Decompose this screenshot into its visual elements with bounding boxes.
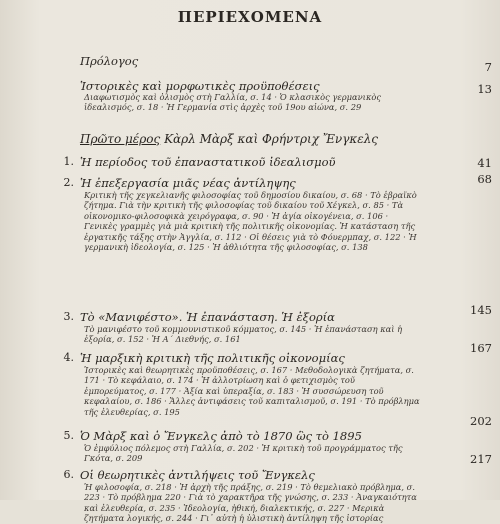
toc-page-number: 145 [470, 303, 492, 317]
chapter-title: Ἡ ἐπεξεργασία μιᾶς νέας ἀντίληψης [80, 176, 296, 190]
chapter-index: 3. [63, 310, 74, 323]
toc-page-number: 41 [477, 156, 492, 170]
toc-page-number: 217 [470, 452, 492, 466]
toc-page-number: 68 [477, 172, 492, 186]
toc-chapter-4 [63, 351, 420, 417]
chapter-subsections: Ἡ φιλοσοφία, σ. 218 · Ἡ ἀρχὴ τῆς πράξης, σ. 219 · Τὸ θεμελιακὸ πρόβλημα, σ. 223 · Τὸ πρόβλημα 220 · Γιὰ τὸ χαρακτῆρα τῆς γνώσης, σ. 233 · Ἀναγκαιότητα καὶ ἐλευθερία, σ. 235 · Ἰδεολογία, ἠθική, διαλεκτικής, σ. 227 · Μερικὰ ζητήματα λογικής, σ. 244 · Γι᾽ αὐτὴ ἡ ὑλιστικὴ ἀντίληψη τῆς ἱστορίας [84, 482, 417, 524]
chapter-index: 6. [63, 468, 74, 481]
chapter-title: Ἡ περίοδος τοῦ ἐπαναστατικοῦ ἰδεαλισμοῦ [80, 155, 336, 169]
chapter-title: Τὸ «Μανιφέστο». Ἡ ἐπανάσταση. Ἡ ἐξορία [80, 310, 335, 324]
page-title: ΠΕΡΙΕΧΟΜΕΝΑ [177, 8, 323, 26]
toc-entry-historical [80, 80, 420, 113]
part-label: Πρῶτο μέρος [80, 132, 161, 146]
toc-entry-prologue [80, 55, 420, 68]
toc-chapter-5 [63, 429, 420, 464]
chapter-index: 1. [63, 155, 74, 168]
chapter-index: 2. [63, 176, 74, 189]
chapter-subsections: Ἱστορικὲς καὶ θεωρητικὲς προϋποθέσεις, σ. 167 · Μεθοδολογικὰ ζητήματα, σ. 171 · Τὸ κεφάλαιο, σ. 174 · Ἡ ἀλλοτρίωση καὶ ὁ φετιχισμὸς τοῦ ἐμπορεύματος, σ. 177 · Ἀξία καὶ ὑπεραξία, σ. 183 · Ἡ συσσώρευση τοῦ κεφαλαίου, σ. 186 · Ἄλλες ἀντιφάσεις τοῦ καπιταλισμοῦ, σ. 191 · Τὸ πρόβλημα τῆς ἐλευθερίας, σ. 195 [84, 365, 420, 417]
chapter-title: Ὁ Μὰρξ καὶ ὁ Ἔνγκελς ἀπὸ τὸ 1870 ὣς τὸ 1895 [80, 429, 362, 443]
toc-entry-title: Ἱστορικὲς καὶ μορφωτικὲς προϋποθέσεις [80, 79, 320, 93]
toc-page-number: 202 [470, 414, 492, 428]
chapter-subsections: Κριτικὴ τῆς χεγκελιανῆς φιλοσοφίας τοῦ δημοσίου δικαίου, σ. 68 · Τὸ ἑβραϊκὸ ζήτημα. Γιὰ τὴν κριτικὴ τῆς φιλοσοφίας τοῦ δικαίου τοῦ Χέγκελ, σ. 85 · Τὰ οἰκονομικο-φιλοσοφικὰ χειρόγραφα, σ. 90 · Ἡ ἁγία οἰκογένεια, σ. 106 · Γενικὲς γραμμὲς γιὰ μιὰ κριτικὴ τῆς πολιτικῆς οἰκονομίας. Ἡ κατάσταση τῆς ἐργατικῆς τάξης στὴν Ἀγγλία, σ. 112 · Οἱ θέσεις γιὰ τὸ Φόυερμπαχ, σ. 122 · Ἡ γερμανικὴ ἰδεολογία, σ. 125 · Ἡ ἀθλιότητα τῆς φιλοσοφίας, σ. 138 [84, 190, 417, 253]
part-heading [80, 132, 378, 146]
chapter-subsections: Ὁ ἐμφύλιος πόλεμος στὴ Γαλλία, σ. 202 · Ἡ κριτικὴ τοῦ προγράμματος τῆς Γκότα, σ. 209 [84, 443, 403, 464]
toc-chapter-6 [63, 468, 420, 524]
toc-entry-title: Πρόλογος [80, 54, 139, 68]
chapter-title: Ἡ μαρξικὴ κριτικὴ τῆς πολιτικῆς οἰκονομίας [80, 351, 345, 365]
toc-page-number: 7 [484, 60, 492, 74]
chapter-title: Οἱ θεωρητικὲς ἀντιλήψεις τοῦ Ἔνγκελς [80, 468, 315, 482]
toc-page-number: 167 [470, 341, 492, 355]
chapter-index: 4. [63, 351, 74, 364]
chapter-index: 5. [63, 429, 74, 442]
toc-chapter-3 [63, 310, 420, 345]
toc-page-number: 13 [477, 82, 492, 96]
toc-chapter-2 [63, 176, 420, 253]
toc-entry-subsections: Διαφωτισμὸς καὶ ὀλισμὸς στὴ Γαλλία, σ. 14 · Ὁ κλασικὸς γερμανικὸς ἰδεαλισμός, σ. 18 · Ἡ Γερμανία στὶς ἀρχὲς τοῦ 19ου αἰώνα, σ. 29 [84, 92, 382, 113]
toc-chapter-1 [63, 155, 420, 169]
chapter-subsections: Τὸ μανιφέστο τοῦ κομμουνιστικοῦ κόμματος, σ. 145 · Ἡ ἐπανάσταση καὶ ἡ ἐξορία, σ. 152 · Ἡ Α΄ Διεθνής, σ. 161 [84, 324, 403, 345]
part-title: Κὰρλ Μὰρξ καὶ Φρήντριχ Ἔνγκελς [164, 132, 379, 146]
